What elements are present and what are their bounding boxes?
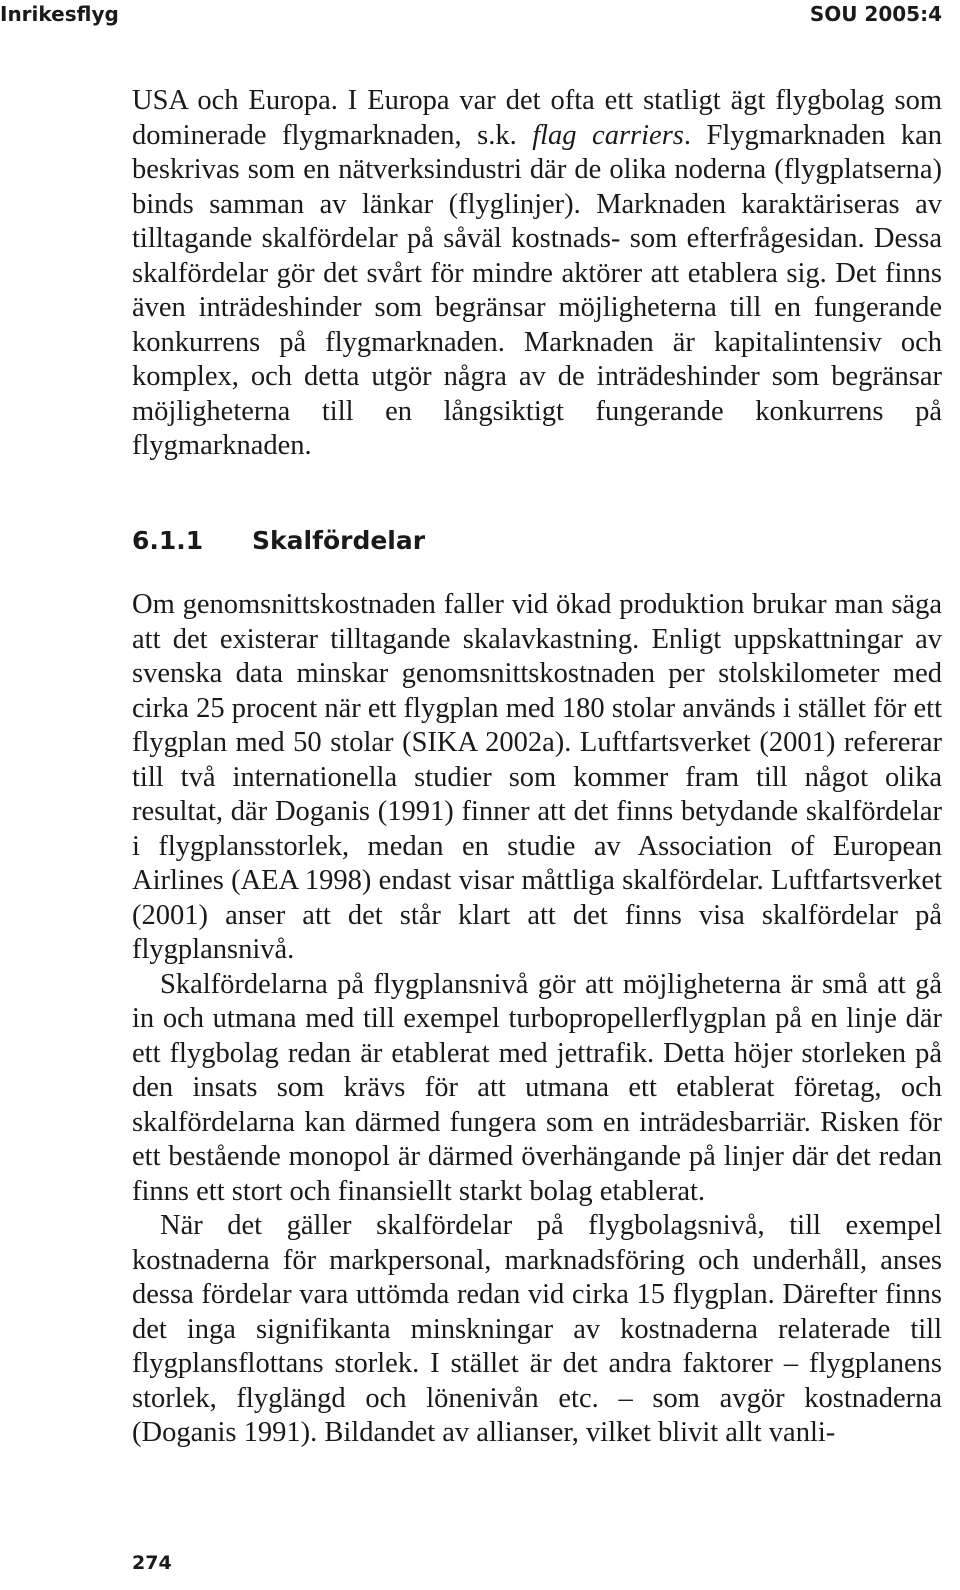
running-header-report-id: SOU 2005:4 (809, 2, 942, 26)
section-number: 6.1.1 (132, 526, 204, 555)
paragraph-intro-italic-term: flag carriers (532, 119, 684, 151)
paragraph: Skalfördelarna på flygplansnivå gör att möjligheterna är små att gå in och utmana med till exempel turbopropellerflygplan på en linje där ett flygbolag redan är etablerat med jettrafik. Detta höjer storleken på den insats som krävs för att utmana ett etablerat företag, och skalfördelarna kan därmed fungera som en inträdesbarriär. Risken för ett bestående monopol är därmed överhängande på linjer där det redan finns ett stort och finansiellt starkt bolag etablerat. (132, 968, 942, 1207)
section-title: Skalfördelar (252, 526, 426, 555)
body-text-top (132, 84, 942, 464)
paragraph-intro-text-after: . Flygmarknaden kan beskrivas som en nätverksindustri där de olika noderna (flygplatserna) binds samman av länkar (flyglinjer). Marknaden karaktäriseras av tilltagande skalfördelar på såväl kostnads- som efterfrågesidan. Dessa skalfördelar gör det svårt för mindre aktörer att etablera sig. Det finns även inträdeshinder som begränsar möjligheterna till en fungerande konkurrens på flygmarknaden. Marknaden är kapitalintensiv och komplex, och detta utgör några av de inträdeshinder som begränsar möjligheterna till en långsiktigt fungerande konkurrens på flygmarknaden. (132, 119, 942, 461)
running-header-title: Inrikesflyg (0, 2, 119, 26)
paragraph: När det gäller skalfördelar på flygbolagsnivå, till exempel kostnaderna för markpersonal, marknadsföring och underhåll, anses dessa fördelar vara uttömda redan vid cirka 15 flygplan. Därefter finns det inga signifikanta minskningar av kostnaderna relaterade till flygplansflottans storlek. I stället är det andra faktorer – flygplanens storlek, flyglängd och lönenivån etc. – som avgör kostnaderna (Doganis 1991). Bildandet av allianser, vilket blivit allt vanli- (132, 1210, 942, 1448)
body-text-section (132, 588, 942, 1451)
paragraph-intro (132, 84, 942, 464)
section-heading (132, 526, 425, 555)
paragraph-intro-text-before: USA och Europa. I Europa var det ofta ett statligt ägt flygbolag som dominerade flygmarknaden, s.k. (132, 85, 942, 151)
paragraph: Om genomsnittskostnaden faller vid ökad produktion brukar man säga att det existerar tilltagande skalavkastning. Enligt uppskattningar av svenska data minskar genomsnittskostnaden per stolskilometer med cirka 25 procent när ett flygplan med 180 stolar används i stället för ett flygplan med 50 stolar (SIKA 2002a). Luftfartsverket (2001) refererar till två internationella studier som kommer fram till något olika resultat, där Doganis (1991) finner att det finns betydande skalfördelar i flygplansstorlek, medan en studie av Association of European Airlines (AEA 1998) endast visar måttliga skalfördelar. Luftfartsverket (2001) anser att det står klart att det finns visa skalfördelar på flygplansnivå. (132, 589, 942, 965)
page-number: 274 (132, 1552, 172, 1574)
